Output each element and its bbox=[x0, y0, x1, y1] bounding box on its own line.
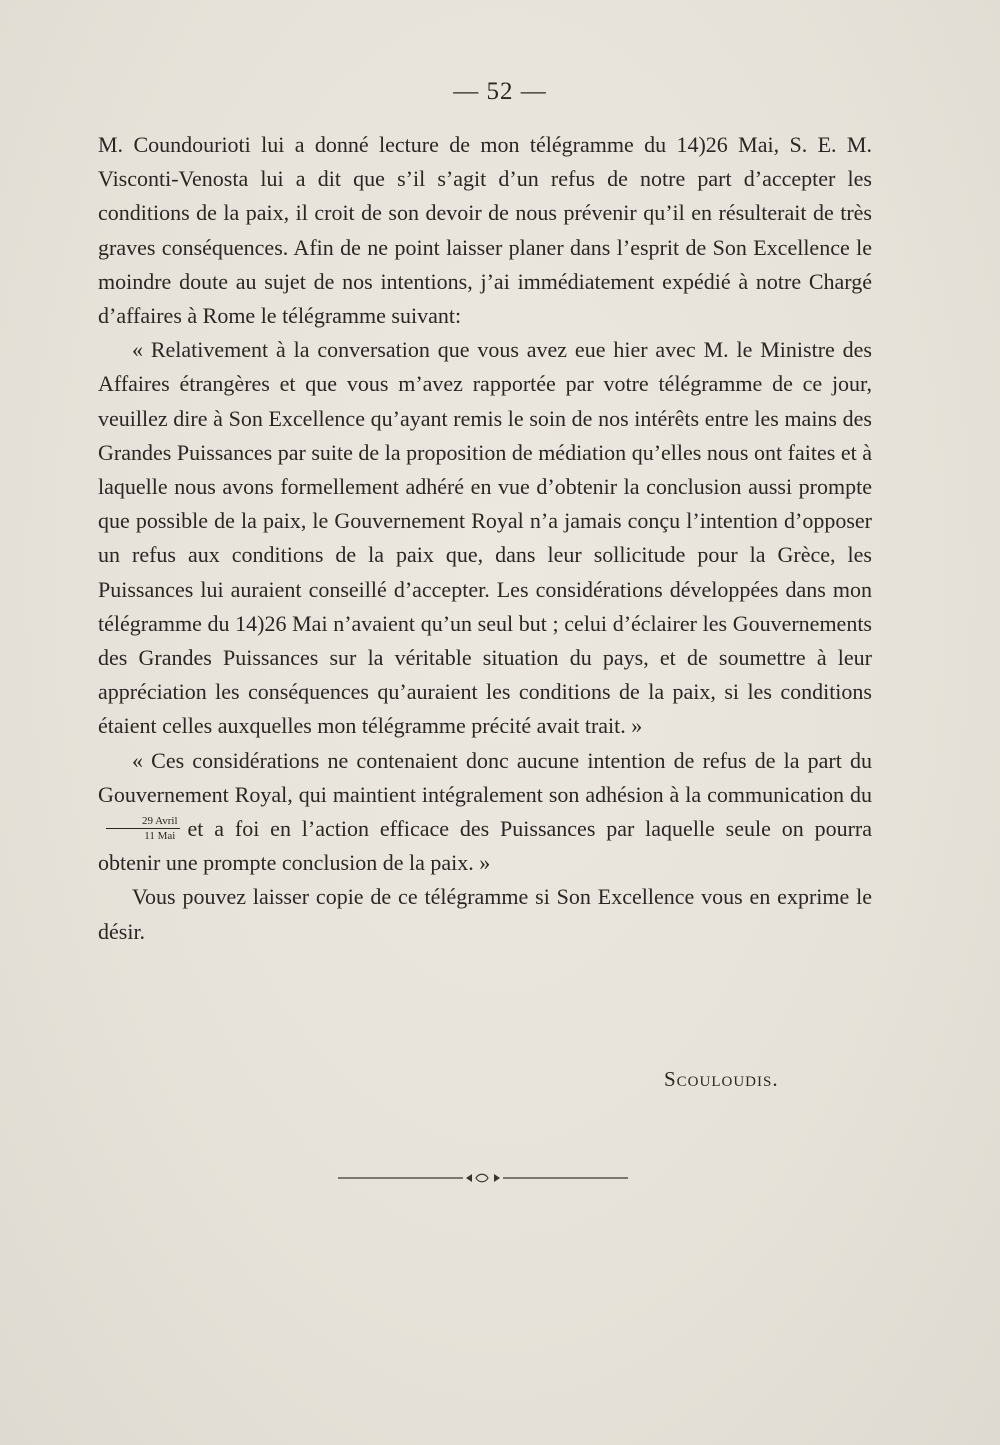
date-fraction bbox=[106, 815, 180, 842]
paragraph-3-start: « Ces considérations ne contenaient donc aucune intention de refus de la part du Gouvernement Royal, qui maintient intégralement son adhésion à la communication du bbox=[98, 747, 872, 807]
ornament-loop bbox=[476, 1174, 488, 1182]
page-number: — 52 — bbox=[453, 78, 547, 105]
body-text bbox=[98, 128, 872, 949]
paragraph-3 bbox=[98, 744, 872, 881]
ornament-arrow-left bbox=[466, 1174, 472, 1182]
paragraph-2-quoted-telegram: « Relativement à la conversation que vous avez eue hier avec M. le Ministre des Affaires étrangères et que vous m’avez rapportée par votre télégramme de ce jour, veuillez dire à Son Excellence qu’ayant remis le soin de nos intérêts entre les mains des Grandes Puissances par suite de la proposition de médiation qu’elles nous ont faites et à laquelle nous avons formellement adhéré en vue d’obtenir la conclusion aussi prompte que possible de la paix, le Gouvernement Royal n’a jamais conçu l’intention d’opposer un refus aux conditions de la paix que, dans leur sollicitude pour la Grèce, les Puissances lui auraient conseillé d’accepter. Les considérations développées dans mon télégramme du 14)26 Mai n’avaient qu’un seul but ; celui d’éclairer les Gouvernements des Grandes Puissances sur la véritable situation du pays, et de soumettre à leur appréciation les conséquences qu’auraient les conditions de la paix, si les conditions étaient celles auxquelles mon télégramme précité avait trait. » bbox=[98, 337, 872, 739]
date-fraction-top: 29 Avril bbox=[106, 815, 180, 829]
paragraph-4: Vous pouvez laisser copie de ce télégramme si Son Excellence vous en exprime le désir. bbox=[98, 884, 872, 944]
paragraph-3-end: et a foi en l’action efficace des Puissances par laquelle seule on pourra obtenir une prompte conclusion de la paix. » bbox=[98, 816, 872, 876]
paragraph-1: M. Coundourioti lui a donné lecture de mon télégramme du 14)26 Mai, S. E. M. Visconti-Venosta lui a dit que s’il s’agit d’un refus de notre part d’accepter les conditions de la paix, il croit de son devoir de nous prévenir qu’il en résulterait de très graves conséquences. Afin de ne point laisser planer dans l’esprit de Son Excellence le moindre doute au sujet de nos intentions, j’ai immédiatement expédié à notre Chargé d’affaires à Rome le télégramme suivant: bbox=[98, 132, 872, 329]
date-fraction-bottom: 11 Mai bbox=[144, 829, 176, 842]
signature: Scouloudis. bbox=[664, 1067, 779, 1091]
end-ornament-divider bbox=[338, 1168, 628, 1188]
ornament-arrow-right bbox=[494, 1174, 500, 1182]
